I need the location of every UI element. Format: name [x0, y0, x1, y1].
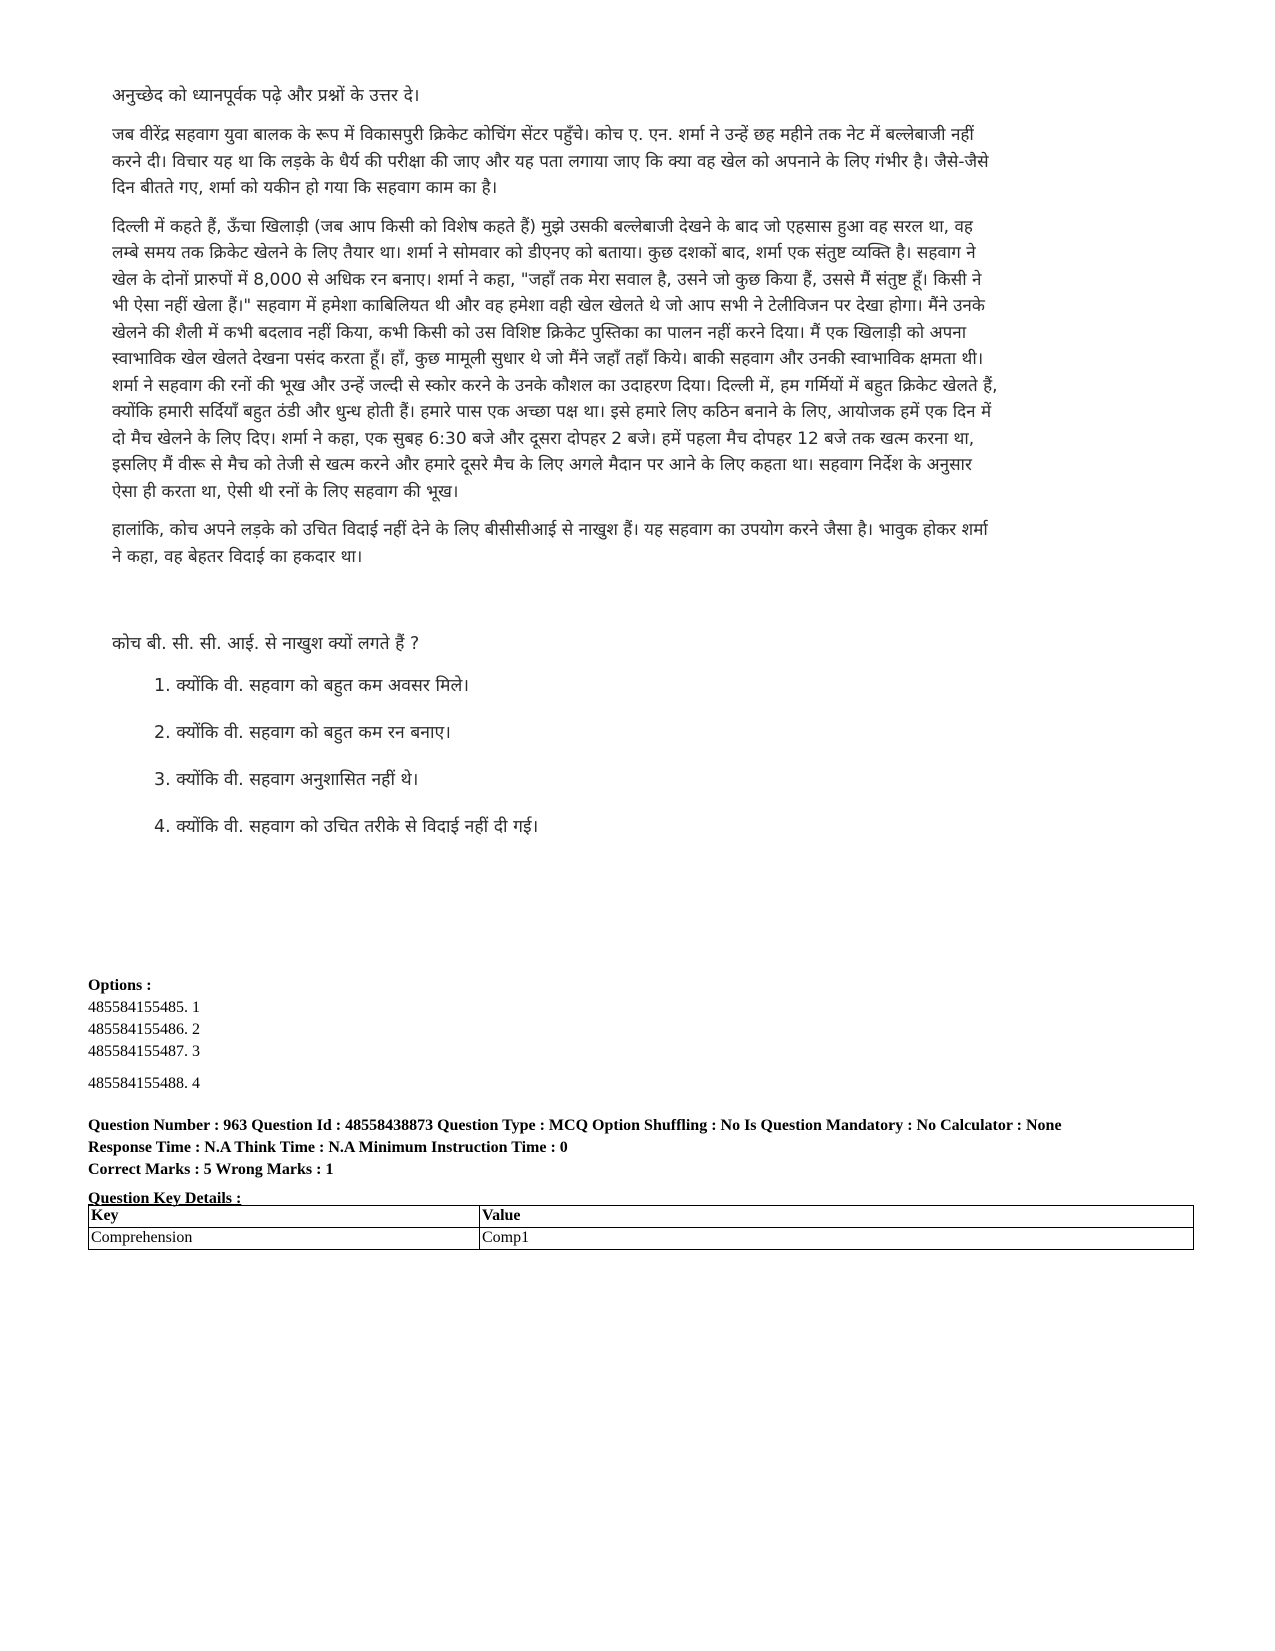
passage-paragraph: हालांकि, कोच अपने लड़के को उचित विदाई नहीं देने के लिए बीसीसीआई से नाखुश हैं। यह सहवाग का उपयोग करने जैसा है। भावुक होकर शर्मा ने कहा, वह बेहतर विदाई का हकदार था। — [112, 520, 988, 567]
choice-item: 4. क्योंकि वी. सहवाग को उचित तरीके से विदाई नहीं दी गई। — [154, 817, 539, 837]
choice-item: 1. क्योंकि वी. सहवाग को बहुत कम अवसर मिले। — [154, 676, 469, 696]
question-meta — [88, 1115, 1188, 1181]
passage-paragraph: दिल्ली में कहते हैं, ऊँचा खिलाड़ी (जब आप किसी को विशेष कहते हैं) मुझे उसकी बल्लेबाजी देखने के बाद जो एहसास हुआ वह सरल था, वह लम्बे समय तक क्रिकेट खेलने के लिए तैयार था। शर्मा ने सोमवार को डीएनए को बताया। कुछ दशकों बाद, शर्मा एक संतुष्ट व्यक्ति है। सहवाग ने खेल के दोनों प्रारुपों में 8,000 से अधिक रन बनाए। शर्मा ने कहा, "जहाँ तक मेरा सवाल है, उसने जो कुछ किया हैं, उससे मैं संतुष्ट हूँ। किसी ने भी ऐसा नहीं खेला हैं।" सहवाग में हमेशा काबिलियत थी और वह हमेशा वही खेल खेलते थे जो आप सभी ने टेलीविजन पर देखा होगा। मैंने उनके खेलने की शैली में कभी बदलाव नहीं किया, कभी किसी को उस विशिष्ट क्रिकेट पुस्तिका का पालन नहीं करने दिया। मैं एक खिलाड़ी को अपना स्वाभाविक खेल खेलते देखना पसंद करता हूँ। हाँ, कुछ मामूली सुधार थे जो मैंने जहाँ तहाँ किये। बाकी सहवाग और उनकी स्वाभाविक क्षमता थी। शर्मा ने सहवाग की रनों की भूख और उन्हें जल्दी से स्कोर करने के उनके कौशल का उदाहरण दिया। दिल्ली में, हम गर्मियों में बहुत क्रिकेट खेलते हैं, क्योंकि हमारी सर्दियाँ बहुत ठंडी और धुन्ध होती हैं। हमारे पास एक अच्छा पक्ष था। इसे हमारे लिए कठिन बनाने के लिए, आयोजक हमें एक दिन में दो मैच खेलने के लिए दिए। शर्मा ने कहा, एक सुबह 6:30 बजे और दूसरा दोपहर 2 बजे। हमें पहला मैच दोपहर 12 बजे तक खत्म करना था, इसलिए मैं वीरू से मैच को तेजी से खत्म करने और हमारे दूसरे मैच के लिए अगले मैदान पर आने के लिए कहता था। सहवाग निर्देश के अनुसार ऐसा ही करता था, ऐसी थी रनों के लिए सहवाग की भूख। — [112, 216, 998, 502]
meta-line: Question Number : 963 Question Id : 48558438873 Question Type : MCQ Option Shuffling : No Is Question Mandatory : No Calculator : None — [88, 1117, 1062, 1134]
choice-item: 3. क्योंकि वी. सहवाग अनुशासित नहीं थे। — [154, 770, 419, 790]
meta-line: Correct Marks : 5 Wrong Marks : 1 — [88, 1161, 334, 1178]
choice-list — [112, 674, 1002, 839]
key-details-table — [88, 1205, 1194, 1250]
table-header-key: Key — [89, 1206, 480, 1228]
question-text: कोच बी. सी. सी. आई. से नाखुश क्यों लगते हैं ? — [112, 634, 420, 654]
option-item: 485584155487. 3 — [88, 1043, 200, 1060]
option-item: 485584155488. 4 — [88, 1075, 200, 1092]
meta-line: Response Time : N.A Think Time : N.A Minimum Instruction Time : 0 — [88, 1139, 568, 1156]
passage-paragraph: जब वीरेंद्र सहवाग युवा बालक के रूप में विकासपुरी क्रिकेट कोचिंग सेंटर पहुँचे। कोच ए. एन. शर्मा ने उन्हें छह महीने तक नेट में बल्लेबाजी नहीं करने दी। विचार यह था कि लड़के के धैर्य की परीक्षा की जाए और यह पता लगाया जाए कि क्या वह खेल को अपनाने के लिए गंभीर है। जैसे-जैसे दिन बीतते गए, शर्मा को यकीन हो गया कि सहवाग काम का है। — [112, 125, 989, 198]
table-header-value: Value — [480, 1206, 1194, 1228]
table-cell: Comp1 — [480, 1228, 1194, 1250]
passage-image — [112, 84, 1002, 862]
key-details-title: Question Key Details : — [88, 1190, 242, 1207]
options-section — [88, 975, 688, 1095]
table-row — [89, 1228, 1194, 1250]
table-cell: Comprehension — [89, 1228, 480, 1250]
choice-item: 2. क्योंकि वी. सहवाग को बहुत कम रन बनाए। — [154, 723, 451, 743]
table-header-row — [89, 1206, 1194, 1228]
passage-instruction: अनुच्छेद को ध्यानपूर्वक पढ़े और प्रश्नों के उत्तर दे। — [112, 86, 420, 106]
options-title: Options : — [88, 977, 152, 994]
option-item: 485584155486. 2 — [88, 1021, 200, 1038]
option-item: 485584155485. 1 — [88, 999, 200, 1016]
